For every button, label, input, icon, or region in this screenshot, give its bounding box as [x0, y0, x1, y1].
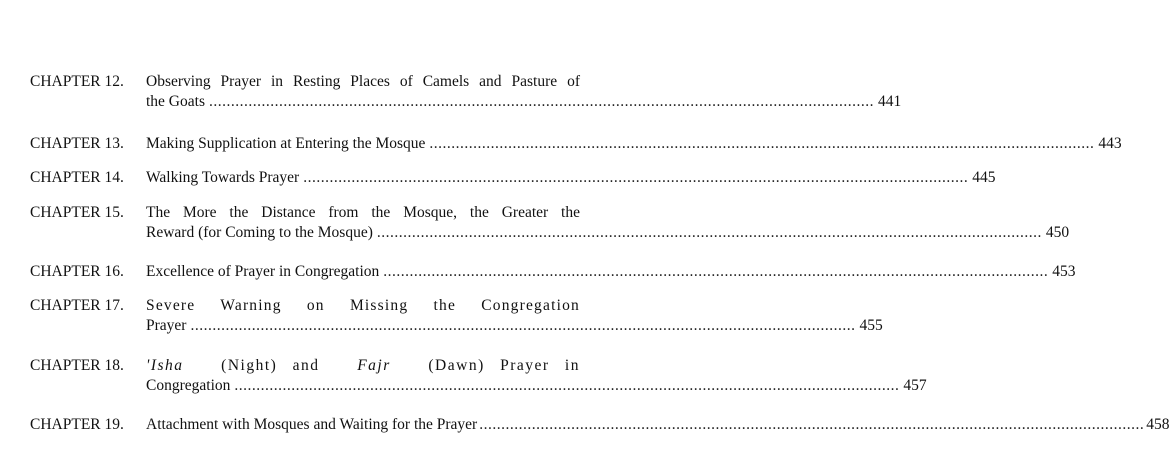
- chapter-label: CHAPTER 18.: [30, 357, 124, 374]
- title-text: Attachment with Mosques and Waiting for the Prayer: [146, 416, 478, 433]
- title-line-1: [146, 262, 1076, 282]
- title-line-1: Observing Prayer in Resting Places of Camels and Pasture of: [146, 73, 580, 90]
- page-number: 453: [1052, 263, 1076, 280]
- title-line-2: [146, 223, 1070, 243]
- page-number: 443: [1098, 135, 1122, 152]
- title-line-1: Severe Warning on Missing the Congregation: [146, 297, 580, 314]
- dot-leader: ........................................................................................................................................................: [190, 317, 856, 334]
- title-text: the Goats: [146, 93, 205, 110]
- chapter-label: CHAPTER 16.: [30, 263, 124, 280]
- chapter-label: CHAPTER 12.: [30, 73, 124, 90]
- chapter-label: CHAPTER 14.: [30, 169, 124, 186]
- term-isha: 'Isha: [146, 357, 184, 374]
- dot-leader: ........................................................................................................................................................: [376, 224, 1042, 241]
- chapter-title: [146, 168, 996, 188]
- term-fajr: Fajr: [357, 357, 391, 374]
- dot-leader: ........................................................................................................................................................: [479, 416, 1145, 433]
- title-text: Congregation: [146, 377, 231, 394]
- chapter-label: CHAPTER 19.: [30, 416, 124, 433]
- chapter-label: CHAPTER 17.: [30, 297, 124, 314]
- page-number: 458: [1146, 416, 1169, 433]
- chapter-title: [146, 134, 1122, 154]
- chapter-title: [146, 415, 1169, 435]
- title-line-2: [146, 92, 902, 112]
- title-text: Prayer: [146, 317, 187, 334]
- title-line-2: [146, 376, 927, 396]
- title-line-1: [146, 168, 996, 188]
- page-number: 457: [903, 377, 927, 394]
- dot-leader: ........................................................................................................................................................: [383, 263, 1049, 280]
- title-line-1: The More the Distance from the Mosque, the Greater the: [146, 204, 580, 221]
- title-line-1: [146, 415, 1169, 435]
- title-text: Making Supplication at Entering the Mosque: [146, 135, 426, 152]
- title-line-2: [146, 316, 883, 336]
- title-line-1: [146, 134, 1122, 154]
- page-number: 445: [972, 169, 996, 186]
- title-text: Walking Towards Prayer: [146, 169, 300, 186]
- chapter-title: [146, 262, 1076, 282]
- title-line-1: [146, 356, 580, 376]
- chapter-title: [146, 296, 883, 336]
- dot-leader: ........................................................................................................................................................: [303, 169, 969, 186]
- title-text: Excellence of Prayer in Congregation: [146, 263, 380, 280]
- chapter-title: [146, 356, 927, 396]
- title-text-part: (Night) and: [221, 357, 320, 374]
- dot-leader: ........................................................................................................................................................: [429, 135, 1095, 152]
- chapter-label: CHAPTER 13.: [30, 135, 124, 152]
- page-number: 441: [877, 93, 902, 110]
- title-text: Reward (for Coming to the Mosque): [146, 224, 373, 241]
- chapter-title: [146, 72, 902, 112]
- chapter-title: [146, 203, 1070, 243]
- dot-leader: ........................................................................................................................................................: [208, 93, 874, 110]
- dot-leader: ........................................................................................................................................................: [234, 377, 900, 394]
- title-text-part: (Dawn) Prayer in: [428, 357, 580, 374]
- chapter-label: CHAPTER 15.: [30, 204, 124, 221]
- page-number: 450: [1045, 224, 1070, 241]
- page-number: 455: [859, 317, 883, 334]
